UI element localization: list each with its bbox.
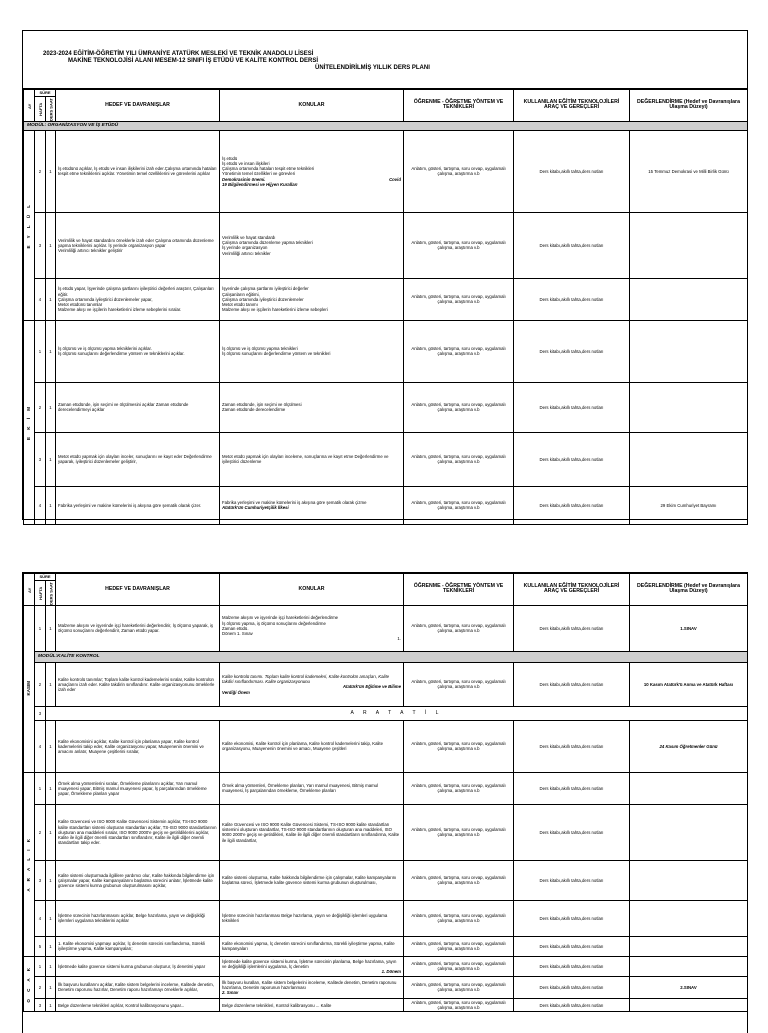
objective-cell: Zaman etüdünde, işin seçimi ve ölçülmesini açıklar Zaman etüdünde derecelendirmeyi açıklar — [56, 382, 220, 432]
evaluation-cell: 24 Kasım Öğretmenler Günü — [630, 720, 748, 772]
week-cell: 3 — [35, 432, 46, 486]
topics-cell: Kalite kontrolü tanımı. Toplam kalite kontrol kademeleri, Kalite kontrolün amaçları, Kalite takdiri sınıflandırması. Kalite organizasyonunu Atatürk'ün Eğitime ve Bilime Verdiği Önem — [220, 662, 404, 706]
table-row — [24, 706, 748, 720]
evaluation-cell: 1.SINAV — [630, 605, 748, 651]
method-cell: Anlatım, gösteri, tartışma, soru cevap, uygulamalı çalışma, araştırma v.b — [404, 936, 514, 956]
method-cell: Anlatım, gösteri, tartışma, soru cevap, uygulamalı çalışma, araştırma v.b — [404, 212, 514, 278]
table-row — [24, 212, 748, 278]
hours-cell: 1 — [46, 320, 56, 382]
week-cell: 3 — [35, 706, 46, 720]
topics-cell: İşletme sürecinin hazırlanması Belge hazırlama, yayın ve değişikliği işlemleri uygulama teknikleri — [220, 900, 404, 936]
table-row — [24, 432, 748, 486]
table-row — [24, 278, 748, 320]
table-row — [24, 936, 748, 956]
month-kasim: KASIM — [24, 605, 35, 772]
col-degerlendirme: DEĞERLENDİRME (Hedef ve Davranışlara Ulaşma Düzeyi) — [630, 90, 748, 122]
table-row — [24, 772, 748, 804]
col-konular: KONULAR — [220, 90, 404, 122]
hours-cell: 1 — [46, 956, 56, 976]
method-cell: Anlatım, gösteri, tartışma, soru cevap, uygulamalı çalışma, araştırma v.b — [404, 900, 514, 936]
col-hafta: HAFTA — [35, 581, 46, 606]
document-header — [23, 31, 747, 89]
evaluation-cell — [630, 432, 748, 486]
week-cell: 4 — [35, 720, 46, 772]
evaluation-cell — [630, 804, 748, 860]
topics-cell: Kalite ekonomisi yapma, İç denetim sürecini sınıflandırma, Sürekli iyileştirme yapma, Kalite kampanyaları — [220, 936, 404, 956]
plan-page-2 — [22, 572, 748, 1033]
evaluation-cell — [630, 320, 748, 382]
col-degerlendirme: DEĞERLENDİRME (Hedef ve Davranışlara Ulaşma Düzeyi) — [630, 574, 748, 606]
tools-cell: Ders kitabı,akıllı tahta,ders notları — [514, 860, 630, 900]
hours-cell: 1 — [46, 212, 56, 278]
objective-cell: İş etüdü yapar, İşyerinde çalışma şartlarını iyileştirici değerleri araştırır, Çalışanları eğitir. Çalışma ortamında iyileştirici düzenlemeler yapar, Metot etüdünü tanımlar Malzeme akışı ve işçilerin hareketlerini izleme sebeplerini sıralar. — [56, 278, 220, 320]
objective-cell: İlk başvuru kurallarını açıklar, Kalite sistem belgelerini inceleme, Kalitede denetim, Denetim raporunu hazırlar, Denetim raporu hazırlamayı örneklerle açıklar, — [56, 976, 220, 998]
tools-cell: Ders kitabı,akıllı tahta,ders notları — [514, 976, 630, 998]
week-cell: 3 — [35, 212, 46, 278]
tools-cell: Ders kitabı,akıllı tahta,ders notları — [514, 432, 630, 486]
evaluation-cell — [630, 382, 748, 432]
week-cell: 3 — [35, 998, 46, 1011]
evaluation-cell — [630, 900, 748, 936]
module-title: MODÜL:KALİTE KONTROL — [35, 651, 748, 662]
col-hedef: HEDEF VE DAVRANIŞLAR — [56, 90, 220, 122]
objective-cell: Fabrika yerleşimi ve makine kümelerini iş akışına göre şematik olarak çizer. — [56, 486, 220, 524]
objective-cell: Metot etüdü yapmak için olayları inceler, sonuçlarını ve kayıt eder Değerlendirme yaparak, iyileştirici düzenlemeler geliştirir, — [56, 432, 220, 486]
method-cell: Anlatım, gösteri, tartışma, soru cevap, uygulamalı çalışma, araştırma v.b — [404, 772, 514, 804]
hours-cell: 1 — [46, 936, 56, 956]
hours-cell: 1 — [46, 976, 56, 998]
topics-cell: İlk başvuru kuralları, Kalite sistem belgelerini inceleme, Kalitede denetim, Denetim raporunu hazırlama, Denetim raporunun hazırlanması 2. Sınav — [220, 976, 404, 998]
tools-cell: Ders kitabı,akıllı tahta,ders notları — [514, 382, 630, 432]
evaluation-cell: 10 Kasım Atatürk'ü Anma ve Atatürk Haftası — [630, 662, 748, 706]
method-cell: Anlatım, gösteri, tartışma, soru cevap, uygulamalı çalışma, araştırma v.b — [404, 278, 514, 320]
tools-cell: Ders kitabı,akıllı tahta,ders notları — [514, 998, 630, 1011]
objective-cell: İş ölçümü ve iş ölçümü yapma tekniklerini açıklar. İş ölçümü sonuçlarını değerlendirme yöntem ve tekniklerini açıklar. — [56, 320, 220, 382]
evaluation-cell — [630, 956, 748, 976]
col-hafta: HAFTA — [35, 97, 46, 122]
col-sure: SÜRE — [35, 90, 56, 97]
table-row — [24, 956, 748, 976]
method-cell: Anlatım, gösteri, tartışma, soru cevap, uygulamalı çalışma, araştırma v.b — [404, 976, 514, 998]
topics-cell: Örnek alma yöntemleri, Örnekleme planları, Yarı mamul muayenesi, Bitmiş mamul muayenesi, İş parçalarından örnekleme, Örnekleme planları — [220, 772, 404, 804]
evaluation-cell — [630, 998, 748, 1011]
tools-cell: Ders kitabı,akıllı tahta,ders notları — [514, 956, 630, 976]
week-cell: 4 — [35, 900, 46, 936]
hours-cell: 1 — [46, 432, 56, 486]
evaluation-cell — [630, 936, 748, 956]
table-row — [24, 662, 748, 706]
break-label: A R A T A T İ L — [46, 706, 748, 720]
objective-cell: Örnek alma yöntemlerini sıralar, Örnekleme planlarını açıklar, Yarı mamul muayenesi yapar, Bitmiş mamul muayenesi yapar, İş parçalarından örnekleme yapar, Örnekleme planları yapar — [56, 772, 220, 804]
col-ay: AY — [24, 574, 35, 606]
col-sure: SÜRE — [35, 574, 56, 581]
col-hedef: HEDEF VE DAVRANIŞLAR — [56, 574, 220, 606]
table-row — [24, 320, 748, 382]
topics-cell: Metot etüdü yapmak için olayları inceleme, sonuçlarına ve kayıt etme Değerlendirme ve iyileştirici düzenleme — [220, 432, 404, 486]
objective-cell: Verimlilik ve hayat standardını örneklerle izah eder Çalışma ortamında düzenleme yapma tekniklerini açıklar. İş yerinde organizasyon yapar Verimliliği artırıcı teknikler geliştirir — [56, 212, 220, 278]
table-row — [24, 804, 748, 860]
objective-cell: Malzeme akışını ve işyerinde işçi hareketlerini değerlendirir, İş ölçümü yaparak, iş ölçümü sonuçlarını değerlendirir, Zaman etüdü yapar. — [56, 605, 220, 651]
table-row — [24, 976, 748, 998]
month-aralik: A R A L I K — [24, 772, 35, 956]
school-title: 2023-2024 EĞİTİM-ÖĞRETİM YILI ÜMRANİYE ATATÜRK MESLEKİ VE TEKNİK ANADOLU LİSESİ — [43, 51, 314, 57]
topics-cell: Malzeme akışını ve işyerinde işçi hareketlerini değerlendirme İş ölçümü yapma, iş ölçümü sonuçlarını değerlendirme Zaman etüdü. Dönem 1. Sınav 1. — [220, 605, 404, 651]
col-konular: KONULAR — [220, 574, 404, 606]
table-row — [24, 860, 748, 900]
plan-title: ÜNİTELENDİRİLMİŞ YILLIK DERS PLANI — [315, 65, 430, 71]
table-row — [24, 486, 748, 524]
hours-cell: 1 — [46, 900, 56, 936]
topics-cell: Verimlilik ve hayat standardı Çalışma ortamında düzenleme yapma teknikleri İş yerinde organizasyon Verimliliği artırıcı teknikler — [220, 212, 404, 278]
topics-cell: Kalite sistemi oluşturma, Kalite hakkında bilgilendirme için çalışmalar, Kalite kampanyalarını başlatma süreci, İşletmede kalite güvence sistemi kurma grubunun oluşturulması, — [220, 860, 404, 900]
evaluation-cell: 29 Ekim Cumhuriyet Bayramı — [630, 486, 748, 524]
topics-cell: Kalite Güvencesi ve ISO 9000 Kalite Güvencesi Sistemi, TS-ISO 9000 kalite standartları sistemini oluşturan standartlar, TS-ISO 9000 standartlarının oluşturan ana maddeleri, ISO 9000 2000'e geçiş ve getirdikleri, Kalite ile ilgili diğer önemli standartların sınıflandırma, Kalite ile ilgili standartlar, — [220, 804, 404, 860]
tools-cell: Ders kitabı,akıllı tahta,ders notları — [514, 936, 630, 956]
objective-cell: İşletme sürecinin hazırlanmasını açıklar, Belge hazırlama, yayın ve değişikliği işlemleri uygulama tekniklerini açıklar — [56, 900, 220, 936]
week-cell: 2 — [35, 130, 46, 212]
plan-table-2 — [23, 573, 748, 1012]
tools-cell: Ders kitabı,akıllı tahta,ders notları — [514, 804, 630, 860]
col-yontem: ÖĞRENME - ÖĞRETME YÖNTEM VE TEKNİKLERİ — [404, 574, 514, 606]
evaluation-cell: 15 Temmuz Demokrasi ve Milli Birlik Günü — [630, 130, 748, 212]
objective-cell: Belge düzenleme teknikleri açıklar, Kontrol kalibrasyonunu yapar... — [56, 998, 220, 1011]
objective-cell: Kalite Güvencesi ve ISO 9000 Kalite Güvencesi Sistemin açıklar, TS-ISO 9000 kalite standartları sistemi oluşturan standartları açıklar, TS-ISO 9000 standartlarının oluşturan ana maddeleri sıralar, ISO 9000 2000'e geçiş ve getirildiklerini açıklar, Kalite ile ilgili diğer önemli standartları sınıflandırır, Kalite ile ilgili diğer önemli standartları takip eder. — [56, 804, 220, 860]
week-cell: 1 — [35, 956, 46, 976]
evaluation-cell — [630, 772, 748, 804]
topics-cell: Kalite ekonomisi, Kalite kontrol için planlama, Kalite kontrol kademelerini takip, Kalite organizasyonu, Muayenenin önemini ve amacı, Muayene çeşitleri — [220, 720, 404, 772]
hours-cell: 1 — [46, 804, 56, 860]
method-cell: Anlatım, gösteri, tartışma, soru cevap, uygulamalı çalışma, araştırma v.b — [404, 382, 514, 432]
tools-cell: Ders kitabı,akıllı tahta,ders notları — [514, 772, 630, 804]
hours-cell: 1 — [46, 860, 56, 900]
table-row — [24, 720, 748, 772]
week-cell: 5 — [35, 936, 46, 956]
method-cell: Anlatım, gösteri, tartışma, soru cevap, uygulamalı çalışma, araştırma v.b — [404, 860, 514, 900]
week-cell: 2 — [35, 662, 46, 706]
hours-cell: 1 — [46, 486, 56, 524]
hours-cell: 1 — [46, 382, 56, 432]
week-cell: 2 — [35, 382, 46, 432]
week-cell: 1 — [35, 772, 46, 804]
evaluation-cell — [630, 860, 748, 900]
tools-cell: Ders kitabı,akıllı tahta,ders notları — [514, 130, 630, 212]
hours-cell: 1 — [46, 998, 56, 1011]
method-cell: Anlatım, gösteri, tartışma, soru cevap, uygulamalı çalışma, araştırma v.b — [404, 605, 514, 651]
topics-cell: İşyerinde çalışma şartlarını iyileştirici değerler Çalışanların eğitimi, Çalışma ortamında iyileştirici düzenlemeler Metot etüdü tanımı Malzeme akışı ve işçilerin hareketlerini izleme sebepleri — [220, 278, 404, 320]
objective-cell: İş etüdünü açıklar, İş etüdü ve insan ilişkilerini izah eder.Çalışma ortamında hataları tespit etme tekniklerini açıklar. Yönetimin temel özelliklerini ve görevlerini açıklar — [56, 130, 220, 212]
objective-cell: 1. Kalite ekonomisi yapmayı açıklar, İç denetim sürecini sınıflandırma, Sürekli iyileştirme yapma, Kalite kampanyaları; — [56, 936, 220, 956]
table-row — [24, 605, 748, 651]
month-ocak: O C A K — [24, 956, 35, 1011]
hours-cell: 1 — [46, 278, 56, 320]
method-cell: Anlatım, gösteri, tartışma, soru cevap, uygulamalı çalışma, araştırma v.b — [404, 486, 514, 524]
method-cell: Anlatım, gösteri, tartışma, soru cevap, uygulamalı çalışma, araştırma v.b — [404, 320, 514, 382]
tools-cell: Ders kitabı,akıllı tahta,ders notları — [514, 900, 630, 936]
topics-cell: Zaman etüdünde, işin seçimi ve ölçülmesi Zaman etüdünde derecelendirme — [220, 382, 404, 432]
col-ders-saati: DERS SAATİ — [46, 97, 56, 122]
week-cell: 2 — [35, 804, 46, 860]
objective-cell: Kalite sistemi oluşturmada ilgililere yardımcı olur, Kalite hakkında bilgilendirme için çalışmalar yapar, Kalite kampanyalarını başlatma sürecini anlatır, İşletmede kalite güvence sistemi kurma grubunun oluşturulmasını açıklar, — [56, 860, 220, 900]
month-ekim: E K İ M — [24, 320, 35, 524]
module-title: MODÜL: ORGANİZASYON VE İŞ ETÜDÜ — [24, 121, 748, 130]
objective-cell: İşletmede kalite güvence sistemi kurma grubunun oluşturur, İş denetimi yapar — [56, 956, 220, 976]
tools-cell: Ders kitabı,akıllı tahta,ders notları — [514, 212, 630, 278]
method-cell: Anlatım, gösteri, tartışma, soru cevap, uygulamalı çalışma, araştırma v.b — [404, 130, 514, 212]
plan-page-1 — [22, 30, 748, 520]
method-cell: Anlatım, gösteri, tartışma, soru cevap, uygulamalı çalışma, araştırma v.b — [404, 804, 514, 860]
col-ay: AY — [24, 90, 35, 122]
hours-cell: 1 — [46, 662, 56, 706]
week-cell: 4 — [35, 278, 46, 320]
tools-cell: Ders kitabı,akıllı tahta,ders notları — [514, 486, 630, 524]
table-row — [24, 130, 748, 212]
col-ders-saati: DERS SAATİ — [46, 581, 56, 606]
topics-cell: Fabrika yerleşimi ve makine kümelerini iş akışına göre şematik olarak çizme Atatürk'ün Cumhuriyetçilik İlkesi — [220, 486, 404, 524]
week-cell: 3 — [35, 860, 46, 900]
month-eylul: E Y L Ü L — [24, 130, 35, 320]
tools-cell: Ders kitabı,akıllı tahta,ders notları — [514, 662, 630, 706]
tools-cell: Ders kitabı,akıllı tahta,ders notları — [514, 320, 630, 382]
week-cell: 4 — [35, 486, 46, 524]
objective-cell: Kalite kontrolü tanımlar; Toplam kalite kontrol kademelerini sıralar, Kalite kontrolün amaçlarını izah eder. Kalite takdirin sınıflandırır. Kalite organizasyonunu örneklerle izah eder — [56, 662, 220, 706]
method-cell: Anlatım, gösteri, tartışma, soru cevap, uygulamalı çalışma, araştırma v.b — [404, 956, 514, 976]
tools-cell: Ders kitabı,akıllı tahta,ders notları — [514, 720, 630, 772]
topics-cell: Belge düzenleme teknikleri, Kontrol kalibrasyonu ... Kalite — [220, 998, 404, 1011]
topics-cell: İş ölçümü ve iş ölçümü yapma teknikleri İş ölçümü sonuçlarını değerlendirme yöntem ve teknikleri — [220, 320, 404, 382]
table-row — [24, 900, 748, 936]
evaluation-cell — [630, 278, 748, 320]
table-row — [24, 998, 748, 1011]
evaluation-cell: 2.SINAV — [630, 976, 748, 998]
col-arac: KULLANILAN EĞİTİM TEKNOLOJİLERİ ARAÇ VE GEREÇLERİ — [514, 90, 630, 122]
week-cell: 2 — [35, 976, 46, 998]
week-cell: 1 — [35, 320, 46, 382]
hours-cell: 1 — [46, 720, 56, 772]
topics-cell: İşletmede kalite güvence sistemi kurma, İşletme sürecinin planlama, Belge hazırlama, yayın ve değişikliği işlemlerini uygulama, İç denetim 1. Dönem — [220, 956, 404, 976]
week-cell: 1 — [35, 605, 46, 651]
tools-cell: Ders kitabı,akıllı tahta,ders notları — [514, 605, 630, 651]
method-cell: Anlatım, gösteri, tartışma, soru cevap, uygulamalı çalışma, araştırma v.b — [404, 998, 514, 1011]
method-cell: Anlatım, gösteri, tartışma, soru cevap, uygulamalı çalışma, araştırma v.b — [404, 720, 514, 772]
plan-table-1 — [23, 89, 748, 525]
method-cell: Anlatım, gösteri, tartışma, soru cevap, uygulamalı çalışma, araştırma v.b — [404, 432, 514, 486]
hours-cell: 1 — [46, 772, 56, 804]
course-title: MAKİNE TEKNOLOJİSİ ALANI MESEM-12 SINIFI İŞ ETÜDÜ VE KALİTE KONTROL DERSİ — [68, 58, 319, 64]
tools-cell: Ders kitabı,akıllı tahta,ders notları — [514, 278, 630, 320]
method-cell: Anlatım, gösteri, tartışma, soru cevap, uygulamalı çalışma, araştırma v.b — [404, 662, 514, 706]
evaluation-cell — [630, 212, 748, 278]
topics-cell: İş etüdü İş etüdü ve insan ilişkileri Çalışma ortamında hataları tespit etme teknikleri Yönetimin temel özellikleri ve görevleri Demokrasinin önemi. Covid 19 Bilgilendirmesi ve Hijyen Kuralları — [220, 130, 404, 212]
hours-cell: 1 — [46, 605, 56, 651]
hours-cell: 1 — [46, 130, 56, 212]
col-arac: KULLANILAN EĞİTİM TEKNOLOJİLERİ ARAÇ VE GEREÇLERİ — [514, 574, 630, 606]
table-row — [24, 382, 748, 432]
col-yontem: ÖĞRENME - ÖĞRETME YÖNTEM VE TEKNİKLERİ — [404, 90, 514, 122]
objective-cell: Kalite ekonomisini açıklar, Kalite kontrol için planlama yapar, Kalite kontrol kademelerini takip eder, Kalite organizasyonu yapar, Muayenenin önemini ve amacını anlatır, Muayene çeşitlerini sıralar, — [56, 720, 220, 772]
